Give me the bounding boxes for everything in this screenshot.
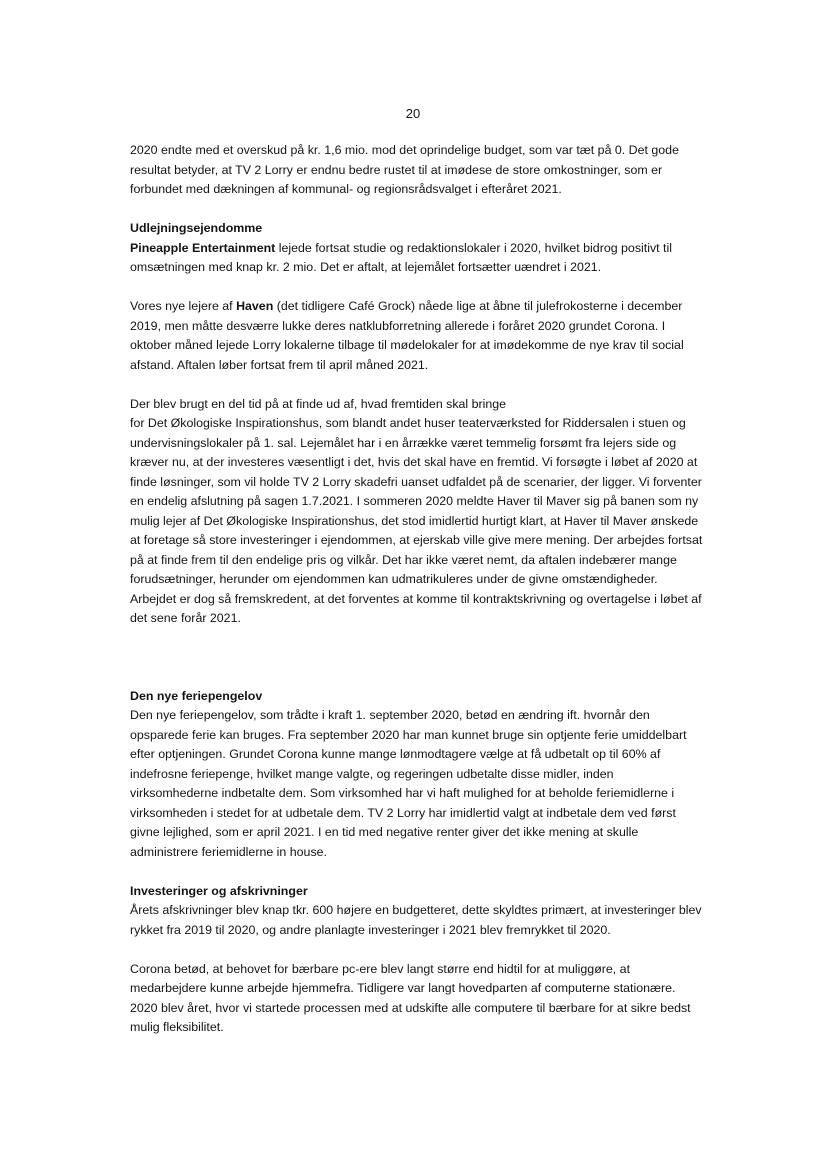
- holiday-paragraph: Den nye feriepengelov, som trådte i kraft 1. september 2020, betød en ændring ift. hvornår den opsparede ferie kan bruges. Fra september 2020 har man kunnet bruge sin optjente ferie umiddelbart efter optjeningen. Grundet Corona kunne mange lønmodtagere vælge at få udbetalt op til 60% af indefrosne feriepenge, hvilket mange valgte, og regeringen udbetalte disse midler, inden virksomhederne indbetalte dem. Som virksomhed har vi haft mulighed for at beholde feriemidlerne i virksomheden i stedet for at udbetale dem. TV 2 Lorry har imidlertid valgt at indbetale dem ved først givne lejlighed, som er april 2021. I en tid med negative renter giver det ikke mening at skulle administrere feriemidlerne in house.: [130, 708, 687, 859]
- section-heading-investments: Investeringer og afskrivninger: [130, 883, 308, 898]
- rentals-paragraph-haven-text: (det tidligere Café Grock) nåede lige at åbne til julefrokosterne i december 2019, men måtte desværre lukke deres natklubforretning allerede i foråret 2020 grundet Corona. I oktober måned lejede Lorry lokalerne tilbage til mødelokaler for at imødekomme de nye krav til social afstand. Aftalen løber fortsat frem til april måned 2021.: [130, 299, 684, 372]
- section-heading-rentals: Udlejningsejendomme: [130, 221, 263, 235]
- document-body: [130, 141, 705, 1038]
- rentals-paragraph-pineapple: [130, 239, 705, 278]
- rentals-paragraph-haven: [130, 297, 705, 375]
- investments-paragraph-laptops: Corona betød, at behovet for bærbare pc-ere blev langt større end hidtil for at muliggøre, at medarbejdere kunne arbejde hjemmefra. Tidligere var langt hovedparten af computerne stationære. 2020 blev året, hvor vi startede processen med at udskifte alle computere til bærbare for at sikre bedst mulig fleksibilitet.: [130, 961, 691, 1034]
- section-heading-holiday: Den nye feriepengelov: [130, 688, 263, 703]
- intro-paragraph: 2020 endte med et overskud på kr. 1,6 mio. mod det oprindelige budget, som var tæt på 0. Det gode resultat betyder, at TV 2 Lorry er endnu bedre rustet til at imødese de store omkostninger, som er forbundet med dækningen af kommunal- og regionsrådsvalget i efteråret 2021.: [130, 143, 679, 196]
- rentals-paragraph-haven-lead: Vores nye lejere af: [130, 299, 237, 313]
- tenant-name-pineapple: Pineapple Entertainment: [130, 240, 276, 255]
- page-number: 20: [405, 106, 421, 121]
- rentals-paragraph-pineapple-text: lejede fortsat studie og redaktionslokaler i 2020, hvilket bidrog positivt til omsætningen med knap kr. 2 mio. Det er aftalt, at lejemålet fortsætter uændret i 2021.: [130, 240, 672, 274]
- rentals-paragraph-inspirationshus-first-line: Der blev brugt en del tid på at finde ud af, hvad fremtiden skal bringe: [130, 396, 507, 411]
- rentals-paragraph-inspirationshus: [130, 395, 705, 629]
- investments-paragraph-depreciation: Årets afskrivninger blev knap tkr. 600 højere en budgetteret, dette skyldtes primært, at investeringer blev rykket fra 2019 til 2020, og andre planlagte investeringer i 2021 blev fremrykket til 2020.: [130, 903, 702, 937]
- tenant-name-haven: Haven: [236, 299, 274, 313]
- rentals-paragraph-inspirationshus-text: for Det Økologiske Inspirationshus, som blandt andet huser teaterværksted for Riddersalen i stuen og undervisningslokaler på 1. sal. Lejemålet har i en årrække været temmelig forsømt fra lejers side og kræver nu, at der investeres væsentligt i det, hvis det skal have en fremtid. Vi forsøgte i løbet af 2020 at finde løsninger, som vil holde TV 2 Lorry skadefri uanset udfaldet på de scenarier, der ligger. Vi forventer en endelig afslutning på sagen 1.7.2021. I sommeren 2020 meldte Haver til Maver sig på banen som ny mulig lejer af Det Økologiske Inspirationshus, det stod imidlertid hurtigt klart, at Haver til Maver ønskede at foretage så store investeringer i ejendommen, at ejerskab ville give mere mening. Der arbejdes fortsat på at finde frem til den endelige pris og vilkår. Det har ikke været nemt, da aftalen indebærer mange forudsætninger, herunder om ejendommen kan udmatrikuleres under de givne omstændigheder. Arbejdet er dog så fremskredent, at det forventes at komme til kontraktskrivning og overtagelse i løbet af det sene forår 2021.: [130, 416, 703, 625]
